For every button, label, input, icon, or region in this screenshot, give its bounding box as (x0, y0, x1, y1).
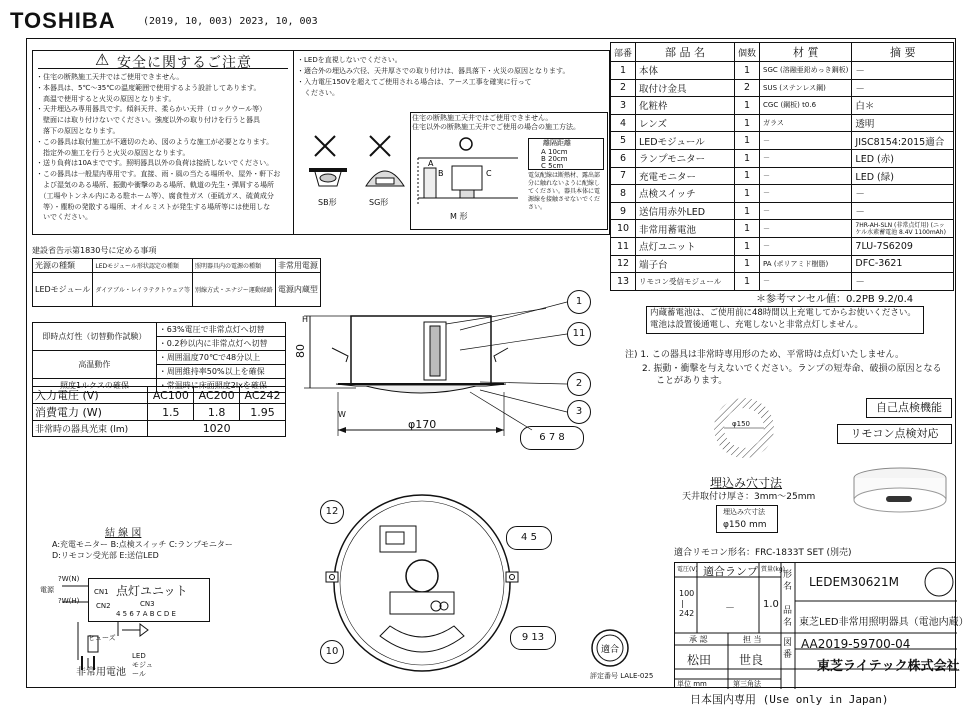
parts-row: 2 取付け金具 2 SUS (ステンレス鋼) － (611, 79, 954, 97)
w-label: W (338, 410, 346, 419)
note-1: 注) 1. この器具は非常時専用形のため、平常時は点灯いたしません。 (625, 350, 905, 360)
caution-divider (293, 50, 294, 235)
cutout-title: 埋込み穴寸法 (710, 476, 783, 490)
parts-row: 8 点検スイッチ 1 － － (611, 185, 954, 203)
battery-notice-2: 電池は設置後通電し、充電しないと非常点灯しません。 (650, 320, 864, 330)
approval-seal (590, 628, 630, 668)
parts-row: 3 化粧枠 1 CGC (鋼板) t0.6 白＊ (611, 97, 954, 115)
m-type-illustration (414, 136, 524, 216)
mode-table: 即時点灯性（切替動作試験） ・63%電圧で非常点灯へ切替 ・0.2秒以内に非常点灯へ切替 高温動作 ・周囲温度70℃で48分以上 ・周囲維持率50%以上を確保 照度1ルクスの確保 ・常温時に床面照度2lxを確保 (32, 322, 286, 393)
cn2-label: CN2 (96, 602, 111, 610)
caution-left-item: 指定外の施工を行うと火災の原因となります。 (36, 148, 190, 157)
callout-1: 1 (567, 290, 591, 314)
feature-remote-check: リモコン点検対応 (837, 424, 952, 444)
wiring-legend-1: A:充電モニター B:点検スイッチ C:ランプモニター (52, 540, 233, 549)
m-label: M 形 (450, 212, 468, 221)
wiring-title: 結 線 図 (105, 528, 142, 539)
revision-dates: (2019, 10, 003) 2023, 10, 003 (143, 16, 318, 27)
pins-label: 4 5 6 7 A B C D E (116, 610, 176, 618)
caution-title: 安全に関するご注意 (117, 55, 252, 71)
caution-left-item: よび湿気のある場所、振動や衝撃のある場所、軌道の先生・弾屑する場所 (36, 180, 274, 189)
sb-illustration (305, 126, 355, 201)
install-note-2: 住宅以外の断熱施工天井でご使用の場合の施工方法。 (412, 123, 580, 131)
height-dim: 80 (294, 344, 307, 358)
cn3-label: CN3 (140, 600, 155, 608)
cn1-label: CN1 (94, 588, 109, 596)
leader-lines (440, 300, 580, 440)
model-number: LEDEM30621M (809, 575, 899, 589)
brand-logo: TOSHIBA (10, 8, 116, 33)
power-label: 電源 (40, 586, 54, 594)
callout-11: 11 (567, 322, 591, 346)
caution-left-item: ・送り負荷は10Aまでです。照明器具以外の負荷は接続しないでください。 (36, 159, 274, 168)
battery-notice-1: 内蔵蓄電池は、ご使用前に48時間以上充電してからお使いください。 (650, 308, 916, 318)
caution-left-item: ・天井埋込み専用器具です。傾斜天井、柔らかい天井（ロックウール等） (36, 105, 267, 114)
callout-10: 10 (320, 640, 344, 664)
fuse-label: ヒューズ (88, 634, 116, 642)
caution-left-item: 高温で使用すると火災の原因となります。 (36, 94, 176, 103)
callout-913: 9 13 (510, 626, 556, 650)
svg-text:B: B (438, 169, 444, 178)
wiring-note: 電気配線は断熱材、露出部分に触れないように配線してください。器具本体に電源線を接触させないでください。 (528, 172, 601, 211)
callout-45: 4 5 (506, 526, 552, 550)
callout-678: 6 7 8 (520, 426, 584, 450)
sg-illustration (360, 126, 410, 201)
callout-3: 3 (567, 400, 591, 424)
caution-left-list (36, 72, 291, 223)
h-wire-label: ?W(H) (58, 597, 80, 605)
caution-left-item: ・この器具は取付施工が不適切のため、図のような施工が必要となります。 (36, 137, 274, 146)
title-block: 電圧(V) 適合ランプ 質量(kg) 100 | 242 － 1.0 形名 LEDEM30621M 品名 東芝LED非常用照明器具（電池内蔵） 承 認 担 当 松田 世良 図番 AA2019-59700-04 単位 mm 第三角法 東芝ライテック株式会社 (674, 562, 956, 688)
remote-model: 適合リモコン形名：FRC-1833T SET (別売) (674, 548, 852, 558)
parts-table: 部番 部 品 名 個数 材 質 摘 要 1 本体 1 SGC (溶融亜鉛めっき鋼板) － 2 取付け金具 2 SUS (ステンレス鋼) － 3 化粧枠 1 CGC (鋼板) t0.6 白＊ 4 レンズ 1 ガラス 透明 5 LEDモジュール 1 － JISC8154:2015適合 6 ランプモニター 1 － LED (赤) 7 充電モニター 1 － LED (緑) 8 点検スイッチ 1 － － 9 送信用赤外LED 1 － － 10 非常用蓄電池 1 － 7HR-AH-SLN (非常点灯用) (ニッケル水素蓄電池 8.4V 1100mAh) 11 点灯ユニット 1 － 7LU-7S6209 12 端子台 1 PA (ポリアミド樹脂) DFC-3621 13 リモコン受信モジュール 1 － － (610, 42, 954, 291)
power-table: 入力電圧 (V) AC100 AC200 AC242 消費電力 (W) 1.5 1.8 1.95 非常時の器具光束 (lm) 1020 (32, 386, 286, 437)
parts-row: 12 端子台 1 PA (ポリアミド樹脂) DFC-3621 (611, 255, 954, 273)
wiring-legend-2: D:リモコン受光部 E:送信LED (52, 551, 159, 560)
spec-table: 光源の種類 LEDモジュール形状認定の種類 照明器具内の電源の種類 非常用電源 LEDモジュール ダイアブル・レイラテクトウェア等 別線方式・エナジー運動経路 電源内蔵型 (32, 258, 321, 307)
parts-row: 4 レンズ 1 ガラス 透明 (611, 114, 954, 132)
drawing-number: AA2019-59700-04 (801, 637, 911, 651)
parts-row: 7 充電モニター 1 － LED (緑) (611, 167, 954, 185)
caution-right-list (297, 55, 607, 99)
caution-left-item: 壁面には取り付けないでください。強度以外の取り付けを行うと器具 (36, 116, 260, 125)
caution-left-item: いでください。 (36, 213, 92, 222)
led-label: LED モジュール (132, 652, 153, 678)
caution-right-item: ・適合外の埋込み穴径、天井厚さでの取り付けは、器具落下・火災の原因となります。 (297, 67, 570, 75)
caution-right-item: ください。 (297, 89, 339, 97)
svg-text:適合: 適合 (600, 645, 620, 655)
cutout-thickness: 天井取付け厚さ：3mm～25mm (682, 492, 816, 502)
caution-right-item: ・入力電圧150Vを超えてご使用される場合は、アース工事を確実に行って (297, 78, 532, 86)
sb-label: SB形 (318, 198, 337, 207)
product-name: 東芝LED非常用照明器具（電池内蔵） (799, 617, 969, 628)
cutout-circle-label: φ150 (732, 420, 750, 428)
caution-left-item: （工場やトンネル内にある駐ホーム等）、腐食性ガス（亜硫ガス、硫黄成分 (36, 191, 274, 200)
note-2: 2. 振動・衝撃を与えないでください。ランプの短寿命、破損の原因となる (642, 364, 942, 374)
munsell-note: ＊参考マンセル値：0.2PB 9.2/0.4 (756, 294, 914, 305)
caution-left-item: 落下の原因となります。 (36, 126, 120, 135)
parts-row: 9 送信用赤外LED 1 － － (611, 202, 954, 220)
sg-label: SG形 (369, 198, 389, 207)
product-image (850, 466, 950, 526)
notice-ref: 建設省告示第1830号に定める事項 (32, 246, 157, 255)
caution-left-item: ・住宅の断熱施工天井ではご使用できません。 (36, 73, 184, 81)
cutout-value-box: 埋込み穴寸法 φ150 mm (716, 505, 778, 533)
footer-note: 日本国内専用 (Use only in Japan) (690, 693, 889, 706)
parts-row: 13 リモコン受信モジュール 1 － － (611, 273, 954, 291)
svg-text:A: A (428, 159, 434, 168)
width-dim: φ170 (408, 418, 437, 431)
distance-table: 離隔距離 A 10cm B 20cm C 5cm (528, 138, 604, 170)
front-view-drawing (322, 488, 522, 678)
caution-right-item: ・LEDを直視しないでください。 (297, 56, 402, 64)
lighting-unit-label: 点灯ユニット (116, 584, 188, 598)
company-name: 東芝ライテック株式会社 (817, 659, 960, 674)
callout-12: 12 (320, 500, 344, 524)
parts-row: 1 本体 1 SGC (溶融亜鉛めっき鋼板) － (611, 62, 954, 80)
h-label: H (302, 315, 309, 324)
feature-self-check: 自己点検機能 (866, 398, 952, 418)
parts-row: 10 非常用蓄電池 1 － 7HR-AH-SLN (非常点灯用) (ニッケル水素蓄電池 8.4V 1100mAh) (611, 220, 954, 238)
n-label: ?W(N) (58, 575, 80, 583)
rating-stamp: 評定番号 LALE-025 (590, 672, 654, 680)
svg-text:C: C (486, 169, 492, 178)
caution-left-item: ・本器具は、5℃～35℃の温度範囲で使用するよう設計してあります。 (36, 83, 261, 92)
install-note-1: 住宅の断熱施工天井ではご使用できません。 (412, 114, 553, 122)
caution-left-item: ・この器具は一般屋内専用です。直接、雨・風の当たる場所や、屋外・軒下お (36, 170, 281, 179)
callout-2: 2 (567, 372, 591, 396)
warning-icon: ⚠ (95, 50, 110, 69)
caution-left-item: 等）・塵粉の発散する場所、オイルミストが発生する場所等には使用しな (36, 202, 271, 211)
note-3: ことがあります。 (656, 376, 728, 386)
parts-row: 5 LEDモジュール 1 － JISC8154:2015適合 (611, 132, 954, 150)
parts-row: 11 点灯ユニット 1 － 7LU-7S6209 (611, 237, 954, 255)
parts-row: 6 ランプモニター 1 － LED (赤) (611, 149, 954, 167)
battery-label: 非常用電池 (76, 667, 126, 678)
